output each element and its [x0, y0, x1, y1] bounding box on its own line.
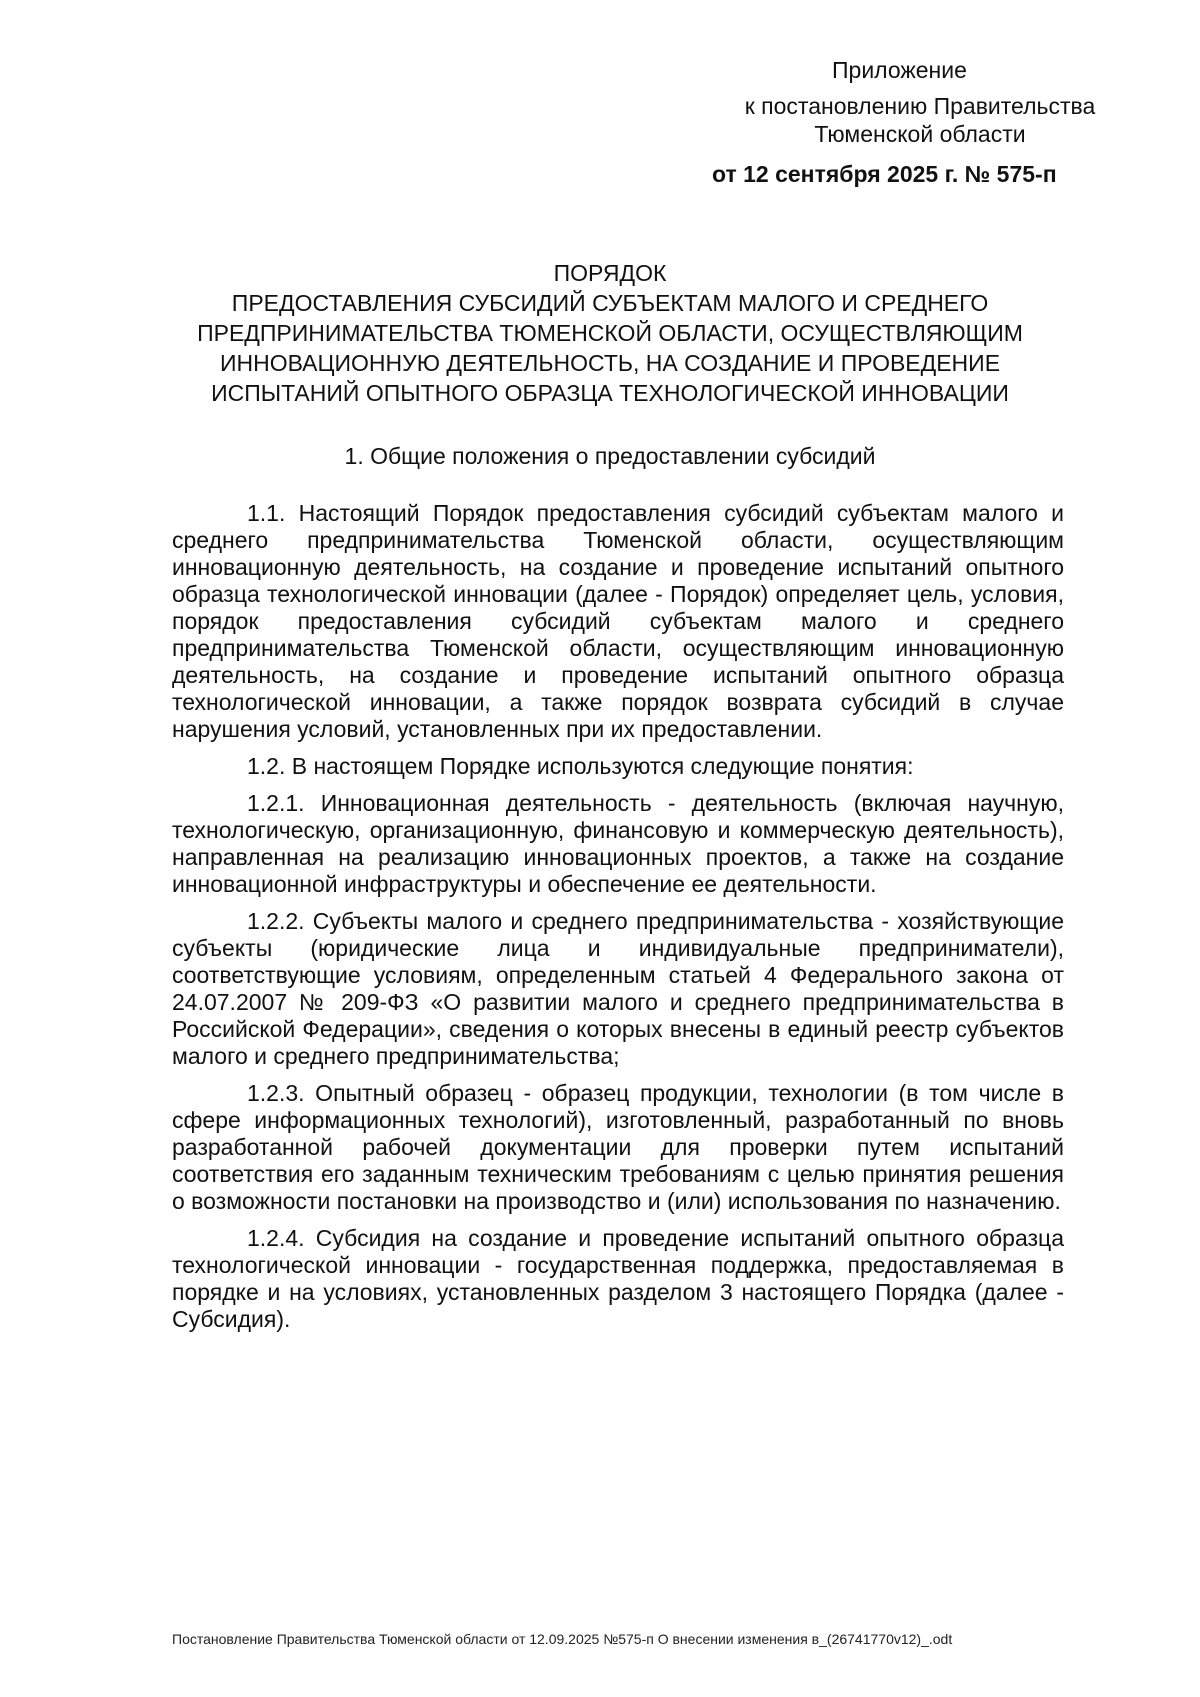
appendix-date: от 12 сентября 2025 г. № 575-п: [712, 161, 1057, 187]
section-body: [172, 500, 1064, 1343]
section-heading: 1. Общие положения о предоставлении субсидий: [344, 443, 876, 469]
document-title-line: ИСПЫТАНИЙ ОПЫТНОГО ОБРАЗЦА ТЕХНОЛОГИЧЕСКОЙ ИННОВАЦИИ: [211, 380, 1009, 406]
page-footer: Постановление Правительства Тюменской области от 12.09.2025 №575-п О внесении изменения в_(26741770v12)_.odt: [172, 1631, 953, 1647]
appendix-reference: к постановлению Правительства Тюменской области: [744, 93, 1096, 147]
appendix-title: Приложение: [832, 57, 967, 83]
document-title-line: ПРЕДПРИНИМАТЕЛЬСТВА ТЮМЕНСКОЙ ОБЛАСТИ, ОСУЩЕСТВЛЯЮЩИМ: [197, 320, 1023, 346]
paragraph-1-2: 1.2. В настоящем Порядке используются следующие понятия:: [247, 753, 914, 779]
document-title-line: ПРЕДОСТАВЛЕНИЯ СУБСИДИЙ СУБЪЕКТАМ МАЛОГО И СРЕДНЕГО: [231, 290, 989, 316]
paragraph-1-2-2: 1.2.2. Субъекты малого и среднего предпринимательства - хозяйствующие субъекты (юридические лица и индивидуальные предприниматели), соответствующие условиям, определенным статьей 4 Федерального закона от 24.07.2007 № 209-ФЗ «О развитии малого и среднего предпринимательства в Российской Федерации», сведения о которых внесены в единый реестр субъектов малого и среднего предпринимательства;: [172, 908, 1064, 1069]
appendix-block: [700, 56, 1150, 188]
document-title-line: ПОРЯДОК: [553, 260, 667, 286]
document-title: [160, 258, 1060, 408]
paragraph-1-2-1: 1.2.1. Инновационная деятельность - деятельность (включая научную, технологическую, организационную, финансовую и коммерческую деятельность), направленная на реализацию инновационных проектов, а также на создание инновационной инфраструктуры и обеспечение ее деятельности.: [172, 790, 1064, 897]
paragraph-1-1: 1.1. Настоящий Порядок предоставления субсидий субъектам малого и среднего предпринимательства Тюменской области, осуществляющим инновационную деятельность, на создание и проведение испытаний опытного образца технологической инновации (далее - Порядок) определяет цель, условия, порядок предоставления субсидий субъектам малого и среднего предпринимательства Тюменской области, осуществляющим инновационную деятельность, на создание и проведение испытаний опытного образца технологической инновации, а также порядок возврата субсидий в случае нарушения условий, установленных при их предоставлении.: [172, 500, 1064, 742]
paragraph-1-2-4: 1.2.4. Субсидия на создание и проведение испытаний опытного образца технологической инновации - государственная поддержка, предоставляемая в порядке и на условиях, установленных разделом 3 настоящего Порядка (далее - Субсидия).: [172, 1225, 1064, 1332]
document-title-line: ИННОВАЦИОННУЮ ДЕЯТЕЛЬНОСТЬ, НА СОЗДАНИЕ И ПРОВЕДЕНИЕ: [219, 350, 1001, 376]
paragraph-1-2-3: 1.2.3. Опытный образец - образец продукции, технологии (в том числе в сфере информационных технологий), изготовленный, разработанный по вновь разработанной рабочей документации для проверки путем испытаний соответствия его заданным техническим требованиям с целью принятия решения о возможности постановки на производство и (или) использования по назначению.: [172, 1080, 1064, 1214]
